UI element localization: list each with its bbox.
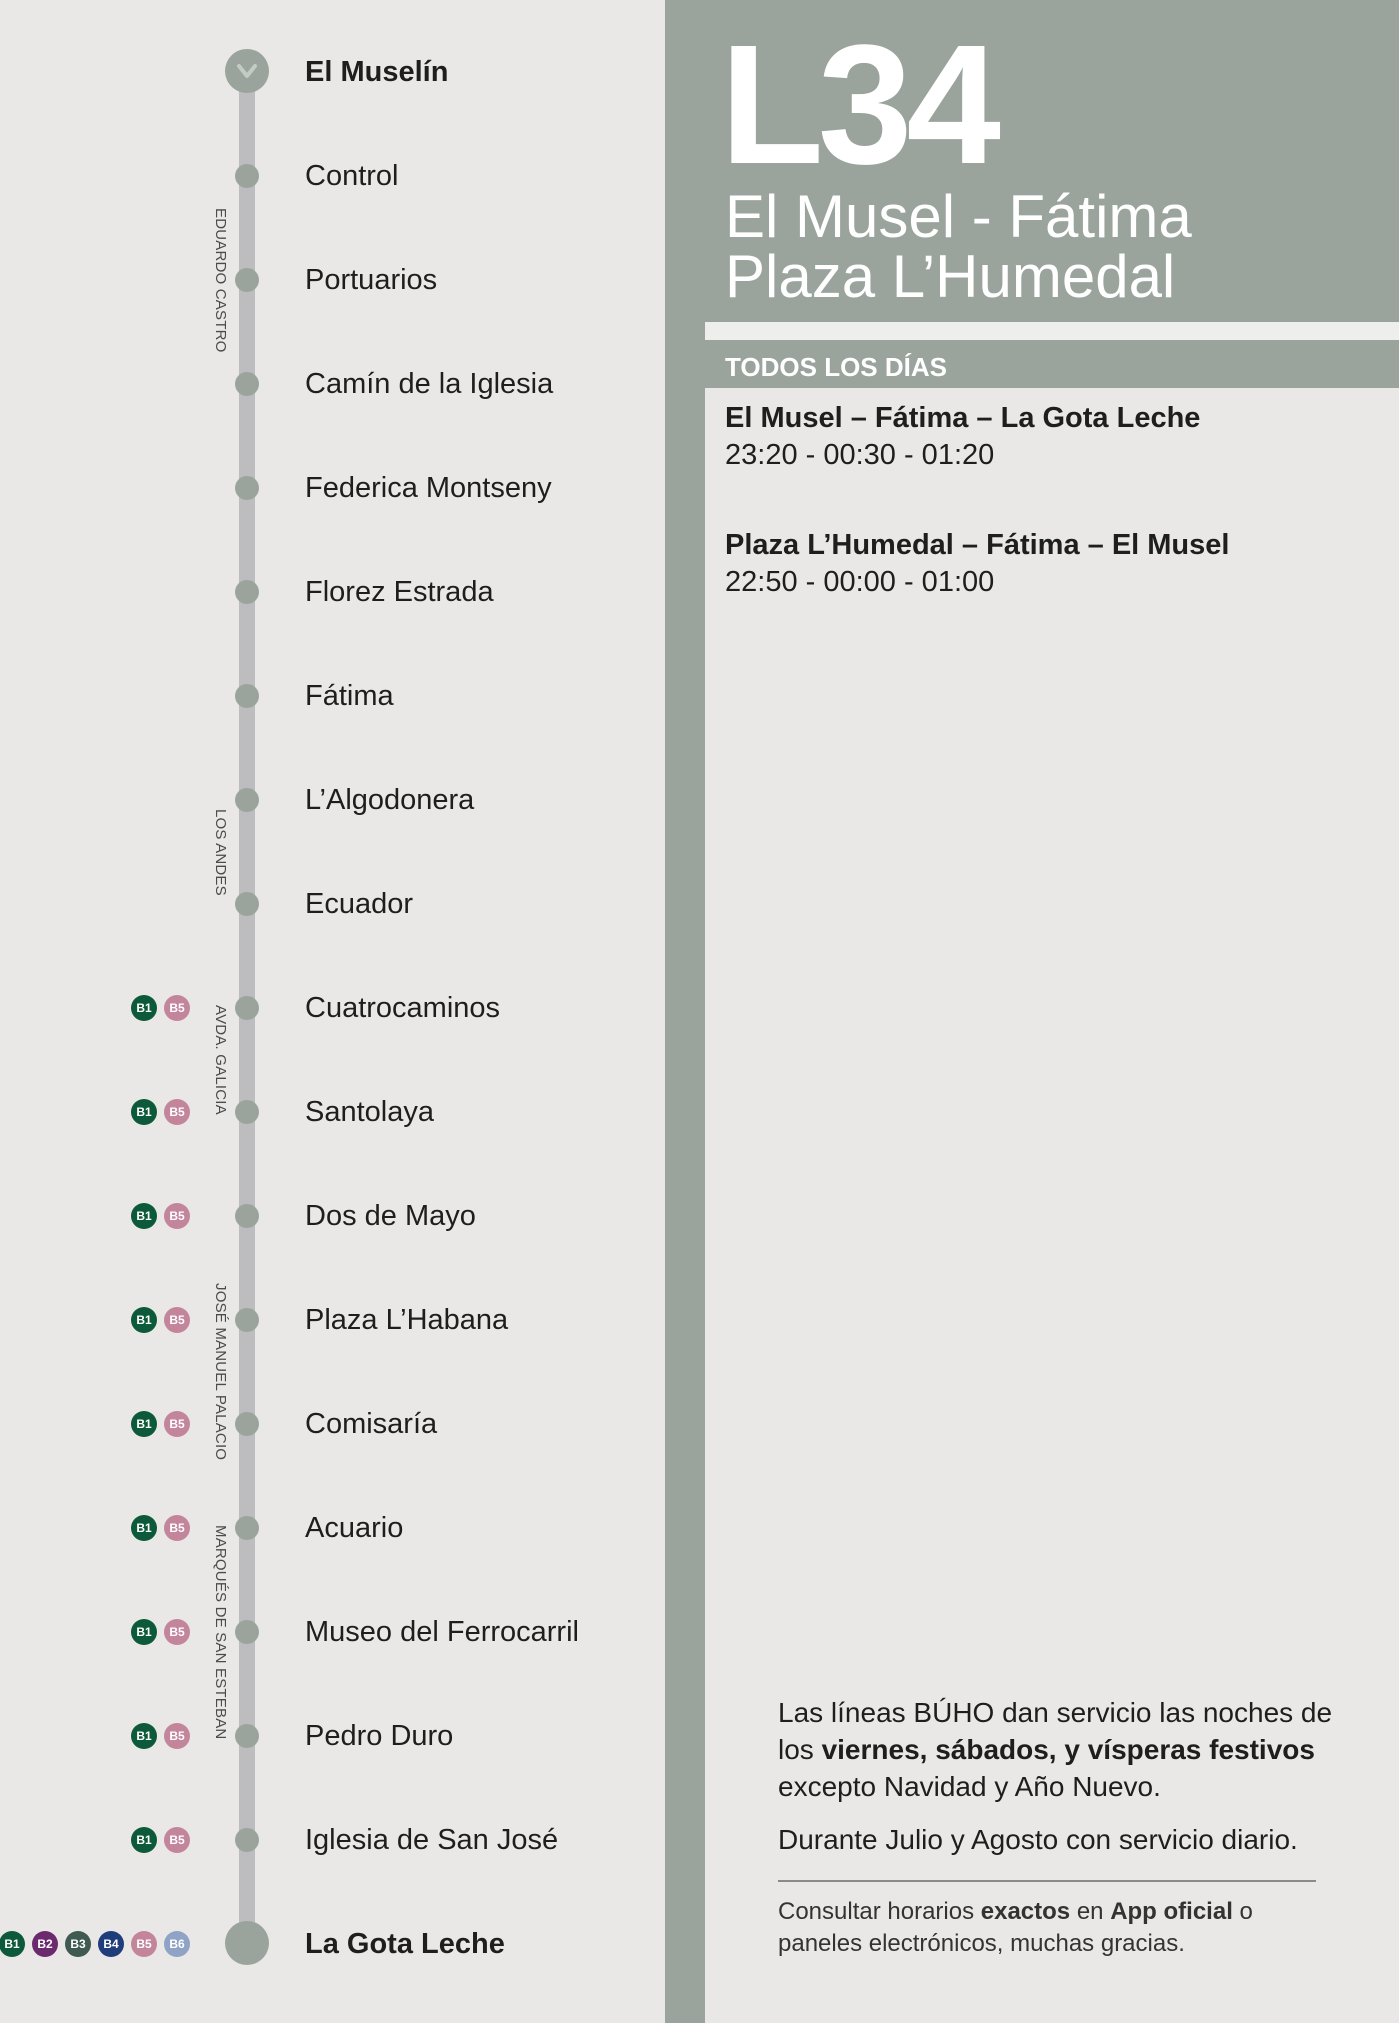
stop-dot-icon [235, 268, 259, 292]
footer-text: en [1070, 1898, 1111, 1925]
stop-dot-icon [235, 580, 259, 604]
stop [0, 666, 660, 726]
note-text: Las líneas BÚHO dan servicio las noches de los [778, 1697, 1333, 1765]
stop [0, 42, 660, 102]
stop [0, 874, 660, 934]
schedule-route: Plaza L’Humedal – Fátima – El Musel [725, 529, 1230, 561]
stop-dot-icon [235, 1100, 259, 1124]
stop-dot-icon [235, 996, 259, 1020]
stop-dot-icon [235, 1204, 259, 1228]
line-badge: B1 [0, 1931, 25, 1957]
stop-dot-icon [235, 1412, 259, 1436]
line-badge: B1 [131, 1307, 157, 1333]
schedule-route: El Musel – Fátima – La Gota Leche [725, 402, 1201, 434]
line-badge: B1 [131, 1619, 157, 1645]
line-code: L34 [720, 10, 995, 200]
line-route-title: El Musel - Fátima [725, 183, 1192, 250]
line-route-subtitle: Plaza L’Humedal [725, 243, 1176, 310]
stop-dot-icon [235, 1620, 259, 1644]
connection-badges [131, 1723, 190, 1749]
note-text: excepto Navidad y Año Nuevo. [778, 1771, 1161, 1802]
line-badge: B5 [164, 1411, 190, 1437]
stop-dot-icon [235, 892, 259, 916]
street-name: AVDA. GALICIA [212, 1005, 229, 1115]
service-note-summer: Durante Julio y Agosto con servicio diario. [778, 1824, 1298, 1855]
stop [0, 1186, 660, 1246]
connection-badges [131, 1203, 190, 1229]
connection-badges [131, 1515, 190, 1541]
stop-name: Acuario [305, 1512, 404, 1544]
stop-name: Museo del Ferrocarril [305, 1616, 579, 1648]
line-badge: B1 [131, 1411, 157, 1437]
start-stop-icon [225, 49, 269, 93]
stop-dot-icon [235, 1724, 259, 1748]
stop-dot-icon [235, 164, 259, 188]
schedule-times: 23:20 - 00:30 - 01:20 [725, 439, 995, 471]
stop-name: Control [305, 160, 399, 192]
schedule-entry [725, 400, 1200, 474]
note-divider [778, 1880, 1316, 1882]
footer-text-bold: App oficial [1110, 1898, 1233, 1925]
line-badge: B5 [164, 1723, 190, 1749]
stop-name: Pedro Duro [305, 1720, 454, 1752]
days-label: TODOS LOS DÍAS [705, 340, 1399, 388]
footer-text: o paneles electrónicos, muchas gracias. [778, 1898, 1253, 1957]
stop-name: Fátima [305, 680, 394, 712]
stop [0, 250, 660, 310]
street-name: EDUARDO CASTRO [212, 207, 229, 353]
header-divider [705, 322, 1399, 340]
stop-name: Comisaría [305, 1408, 438, 1440]
line-badge: B1 [131, 1827, 157, 1853]
stop-name: Portuarios [305, 264, 438, 296]
stop-name: Ecuador [305, 888, 414, 920]
line-badge: B5 [164, 1307, 190, 1333]
street-name: LOS ANDES [212, 808, 229, 896]
stop-name: Florez Estrada [305, 576, 494, 608]
stop-name: Plaza L’Habana [305, 1304, 509, 1336]
line-badge: B5 [164, 1827, 190, 1853]
connection-badges [131, 1411, 190, 1437]
stop [0, 354, 660, 414]
stop-dot-icon [235, 788, 259, 812]
stop-dot-icon [235, 684, 259, 708]
line-badge: B5 [164, 1203, 190, 1229]
connection-badges [131, 1827, 190, 1853]
connection-badges [131, 995, 190, 1021]
line-badge: B1 [131, 995, 157, 1021]
line-badge: B5 [131, 1931, 157, 1957]
line-badge: B1 [131, 1203, 157, 1229]
terminal-stop-icon [225, 1921, 269, 1965]
stop [0, 1914, 660, 1974]
line-badge: B4 [98, 1931, 124, 1957]
line-badge: B5 [164, 995, 190, 1021]
service-note-days [778, 1694, 1338, 1805]
connection-badges [131, 1619, 190, 1645]
line-badge: B3 [65, 1931, 91, 1957]
stop [0, 1082, 660, 1142]
stop-name: El Muselín [305, 56, 449, 88]
stop-name: Iglesia de San José [305, 1824, 559, 1856]
schedule-times: 22:50 - 00:00 - 01:00 [725, 566, 995, 598]
line-badge: B6 [164, 1931, 190, 1957]
stop [0, 1810, 660, 1870]
stop-name: Camín de la Iglesia [305, 368, 554, 400]
street-name: JOSÉ MANUEL PALACIO [212, 1283, 229, 1461]
panel-border [665, 0, 705, 2023]
line-badge: B5 [164, 1619, 190, 1645]
stop-dot-icon [235, 372, 259, 396]
stop-dot-icon [235, 1308, 259, 1332]
stop [0, 978, 660, 1038]
line-badge: B5 [164, 1515, 190, 1541]
connection-badges [131, 1099, 190, 1125]
line-badge: B1 [131, 1515, 157, 1541]
street-name: MARQUÉS DE SAN ESTEBAN [212, 1524, 229, 1740]
stop-dot-icon [235, 1828, 259, 1852]
stop [0, 146, 660, 206]
stop [0, 1706, 660, 1766]
line-badge: B1 [131, 1723, 157, 1749]
stop [0, 770, 660, 830]
service-note [778, 1694, 1338, 1858]
stop [0, 562, 660, 622]
stop [0, 458, 660, 518]
schedule-entry [725, 527, 1229, 601]
stop [0, 1290, 660, 1350]
stop-dot-icon [235, 1516, 259, 1540]
footer-note [778, 1896, 1338, 1960]
stop-name: Cuatrocaminos [305, 992, 501, 1024]
stop-name: Santolaya [305, 1096, 434, 1128]
connection-badges [131, 1307, 190, 1333]
stop-dot-icon [235, 476, 259, 500]
note-text-bold: viernes, sábados, y vísperas festivos [821, 1734, 1315, 1765]
stop [0, 1498, 660, 1558]
line-badge: B5 [164, 1099, 190, 1125]
stop-name: L’Algodonera [305, 784, 475, 816]
stop [0, 1602, 660, 1662]
connection-badges [0, 1931, 190, 1957]
footer-text-bold: exactos [980, 1898, 1071, 1925]
stop-name: Dos de Mayo [305, 1200, 476, 1232]
stop [0, 1394, 660, 1454]
line-badge: B1 [131, 1099, 157, 1125]
line-badge: B2 [32, 1931, 58, 1957]
footer-text: Consultar horarios [778, 1898, 981, 1925]
stop-name: La Gota Leche [305, 1928, 505, 1960]
stop-name: Federica Montseny [305, 472, 552, 504]
